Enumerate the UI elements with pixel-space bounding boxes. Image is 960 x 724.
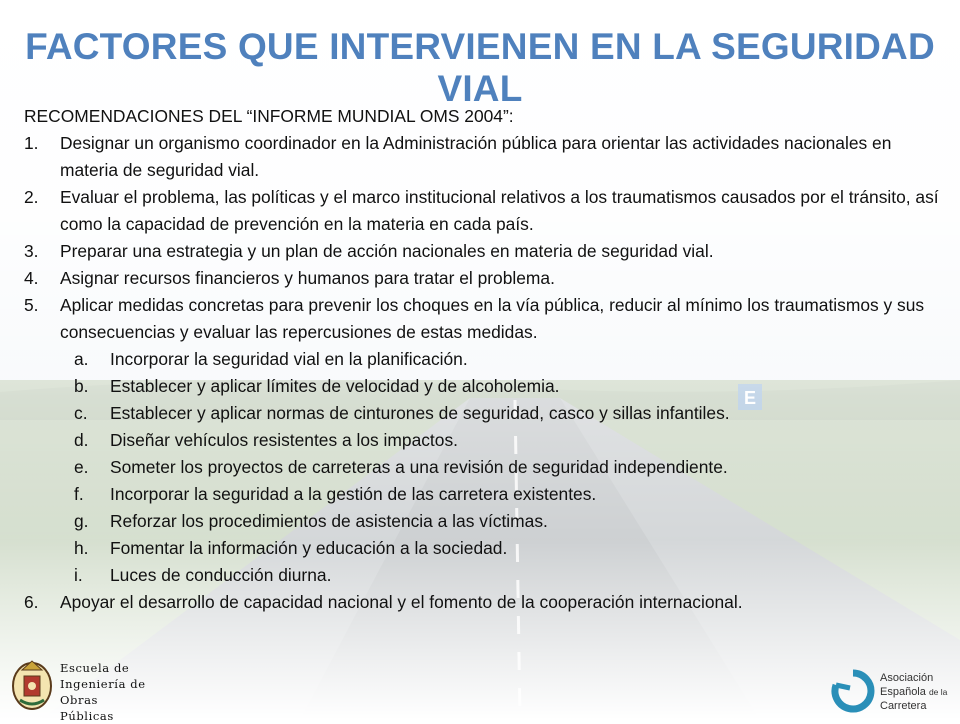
sub-item-text: Incorporar la seguridad vial en la planificación. bbox=[110, 349, 468, 369]
sub-list-item bbox=[60, 508, 944, 535]
association-name-line: Asociación bbox=[880, 672, 934, 684]
school-name-line: Escuela de bbox=[60, 661, 130, 675]
sub-list bbox=[60, 346, 944, 589]
item-text: Apoyar el desarrollo de capacidad nacional y el fomento de la cooperación internacional. bbox=[60, 592, 743, 612]
sub-list-item bbox=[60, 427, 944, 454]
association-name-small: de la bbox=[928, 687, 948, 697]
recommendations-heading: RECOMENDACIONES DEL “INFORME MUNDIAL OMS 2004”: bbox=[24, 106, 514, 126]
sub-item-letter: h. bbox=[74, 538, 89, 558]
item-text: Asignar recursos financieros y humanos para tratar el problema. bbox=[60, 268, 555, 288]
association-name-line bbox=[880, 685, 947, 699]
association-ring-icon bbox=[830, 668, 876, 714]
sub-item-letter: b. bbox=[74, 376, 89, 396]
school-logo bbox=[10, 656, 150, 723]
item-number: 4. bbox=[24, 268, 39, 288]
association-logo bbox=[826, 664, 958, 720]
sub-list-item bbox=[60, 373, 944, 400]
item-number: 1. bbox=[24, 133, 39, 153]
school-name-line: Ingeniería de bbox=[60, 677, 146, 691]
sub-item-letter: e. bbox=[74, 457, 89, 477]
sub-item-text: Someter los proyectos de carreteras a una revisión de seguridad independiente. bbox=[110, 457, 728, 477]
sub-item-letter: i. bbox=[74, 565, 83, 585]
association-name-word: Española bbox=[880, 686, 926, 698]
sub-item-letter: c. bbox=[74, 403, 88, 423]
item-text: Aplicar medidas concretas para prevenir los choques en la vía pública, reducir al mínimo los traumatismos y sus consecuencias y evaluar las repercusiones de estas medidas. bbox=[60, 295, 925, 342]
sub-item-text: Diseñar vehículos resistentes a los impactos. bbox=[110, 430, 458, 450]
sub-item-text: Luces de conducción diurna. bbox=[110, 565, 332, 585]
sub-list-item bbox=[60, 481, 944, 508]
sub-item-letter: g. bbox=[74, 511, 89, 531]
sub-item-text: Establecer y aplicar límites de velocidad y de alcoholemia. bbox=[110, 376, 560, 396]
item-number: 3. bbox=[24, 241, 39, 261]
list-item bbox=[24, 130, 944, 184]
association-name bbox=[880, 671, 947, 713]
recommendations-list bbox=[24, 130, 944, 616]
list-item bbox=[24, 184, 944, 238]
sub-item-letter: f. bbox=[74, 484, 84, 504]
sub-item-text: Fomentar la información y educación a la sociedad. bbox=[110, 538, 508, 558]
school-crest-icon bbox=[10, 656, 54, 712]
sub-list-item bbox=[60, 562, 944, 589]
item-text: Preparar una estrategia y un plan de acción nacionales en materia de seguridad vial. bbox=[60, 241, 714, 261]
item-text: Evaluar el problema, las políticas y el marco institucional relativos a los traumatismos causados por el tránsito, así como la capacidad de prevención en la materia en cada país. bbox=[60, 187, 939, 234]
recommendations-content bbox=[24, 103, 944, 616]
list-item bbox=[24, 292, 944, 589]
association-name-line: Carretera bbox=[880, 700, 927, 712]
school-name-line: Obras Públicas bbox=[60, 693, 114, 723]
sub-item-letter: a. bbox=[74, 349, 89, 369]
sub-list-item bbox=[60, 535, 944, 562]
sub-list-item bbox=[60, 346, 944, 373]
item-number: 5. bbox=[24, 295, 39, 315]
sub-item-text: Incorporar la seguridad a la gestión de las carretera existentes. bbox=[110, 484, 597, 504]
page-title: FACTORES QUE INTERVIENEN EN LA SEGURIDAD VIAL bbox=[25, 26, 935, 109]
item-number: 6. bbox=[24, 592, 39, 612]
sub-item-text: Establecer y aplicar normas de cinturones de seguridad, casco y sillas infantiles. bbox=[110, 403, 730, 423]
sub-list-item bbox=[60, 400, 944, 427]
sub-list-item bbox=[60, 454, 944, 481]
item-number: 2. bbox=[24, 187, 39, 207]
sub-item-letter: d. bbox=[74, 430, 89, 450]
list-item bbox=[24, 265, 944, 292]
school-name bbox=[60, 660, 150, 724]
sub-item-text: Reforzar los procedimientos de asistencia a las víctimas. bbox=[110, 511, 548, 531]
list-item bbox=[24, 589, 944, 616]
list-item bbox=[24, 238, 944, 265]
item-text: Designar un organismo coordinador en la Administración pública para orientar las actividades nacionales en materia de seguridad vial. bbox=[60, 133, 892, 180]
